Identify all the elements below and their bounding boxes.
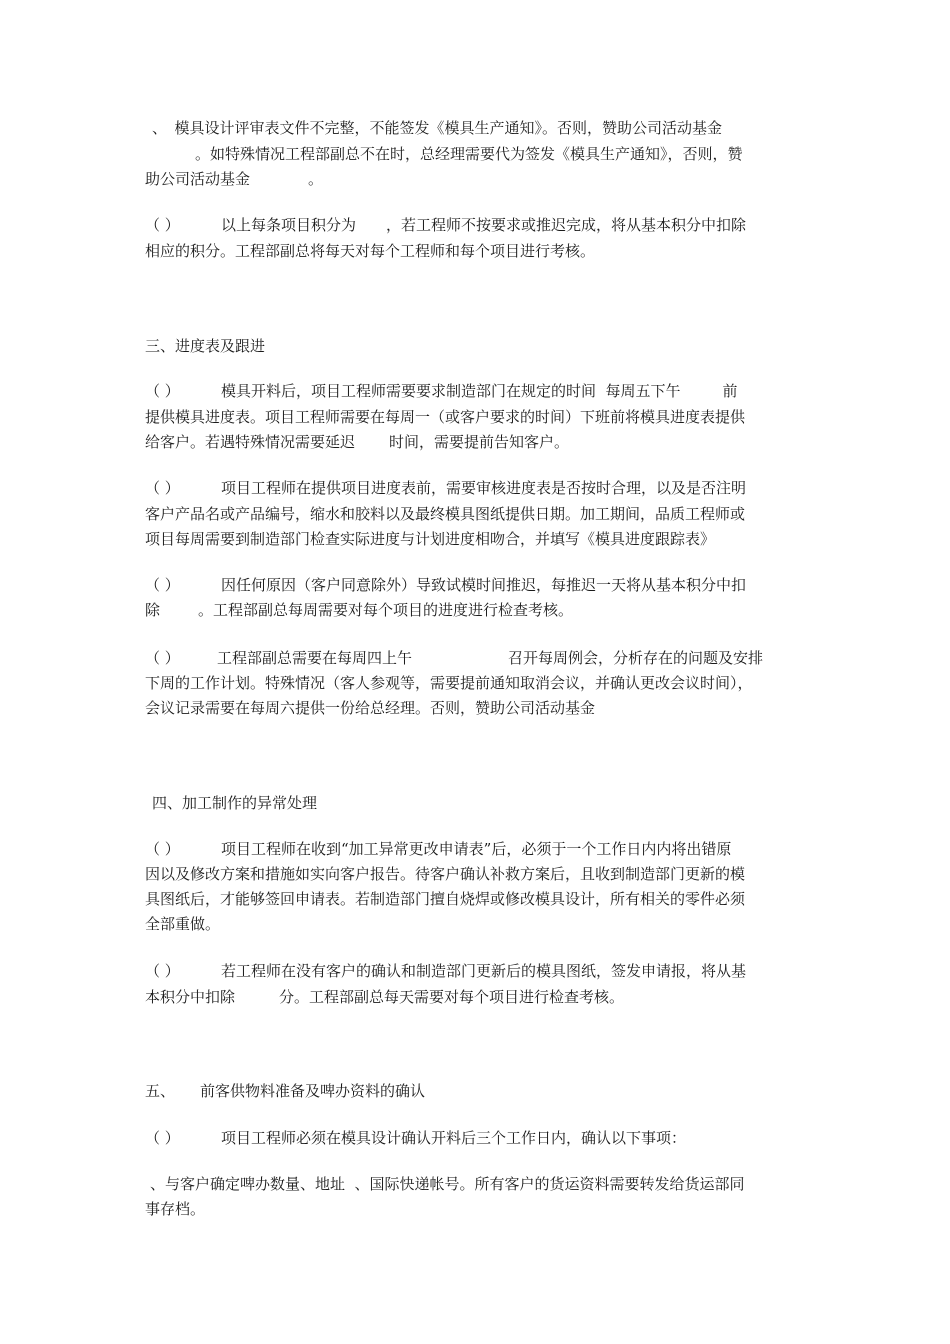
s3p3-line2: 除 。工程部副总每周需要对每个项目的进度进行检查考核。	[145, 601, 574, 619]
s4p2-line1: （ ） 若工程师在没有客户的确认和制造部门更新后的模具图纸，签发申请报，将从基	[145, 962, 747, 980]
s3p2-line3: 项目每周需要到制造部门检查实际进度与计划进度相吻合，并填写《模具进度跟踪表》	[145, 530, 716, 548]
s3p1-line1: （ ） 模具开料后，项目工程师需要要求制造部门在规定的时间 每周五下午 前	[145, 382, 738, 400]
s3p3-line1: （ ） 因任何原因（客户同意除外）导致试模时间推迟，每推迟一天将从基本积分中扣	[145, 576, 747, 594]
para1-line2: 。如特殊情况工程部副总不在时，总经理需要代为签发《模具生产通知》，否则，赞	[195, 145, 743, 163]
s3p4-line1: （ ） 工程部副总需要在每周四上午 召开每周例会，分析存在的问题及安排	[145, 649, 764, 667]
s5p2-line2: 事存档。	[145, 1200, 206, 1218]
s4p1-line1: （ ） 项目工程师在收到“加工异常更改申请表”后，必须于一个工作日内内将出错原	[145, 840, 732, 858]
section4-heading: 四、加工制作的异常处理	[152, 794, 318, 812]
s3p1-line2: 提供模具进度表。项目工程师需要在每周一（或客户要求的时间）下班前将模具进度表提供	[145, 408, 746, 426]
s5p2-line1: 、与客户确定啤办数量、地址 、国际快递帐号。所有客户的货运资料需要转发给货运部同	[150, 1175, 745, 1193]
para1-line1: 、 模具设计评审表文件不完整，不能签发《模具生产通知》。否则，赞助公司活动基金	[152, 119, 723, 137]
s5p1-line1: （ ） 项目工程师必须在模具设计确认开料后三个工作日内，确认以下事项：	[145, 1129, 687, 1147]
s3p4-line3: 会议记录需要在每周六提供一份给总经理。否则，赞助公司活动基金	[145, 699, 596, 717]
para2-line2: 相应的积分。工程部副总将每天对每个工程师和每个项目进行考核。	[145, 242, 596, 260]
s4p2-line2: 本积分中扣除 分。工程部副总每天需要对每个项目进行检查考核。	[145, 988, 625, 1006]
s4p1-line4: 全部重做。	[145, 915, 221, 933]
section5-heading: 五、 前客供物料准备及啤办资料的确认	[145, 1082, 426, 1100]
s3p1-line3: 给客户。若遇特殊情况需要延迟 时间，需要提前告知客户。	[145, 433, 570, 451]
s4p1-line3: 具图纸后，才能够签回申请表。若制造部门擅自烧焊或修改模具设计，所有相关的零件必须	[145, 890, 746, 908]
s3p4-line2: 下周的工作计划。特殊情况（客人参观等，需要提前通知取消会议，并确认更改会议时间），	[145, 674, 753, 692]
section3-heading: 三、进度表及跟进	[145, 337, 266, 355]
s3p2-line2: 客户产品名或产品编号，缩水和胶料以及最终模具图纸提供日期。加工期间，品质工程师或	[145, 505, 746, 523]
para1-line3: 助公司活动基金 。	[145, 170, 324, 188]
s4p1-line2: 因以及修改方案和措施如实向客户报告。待客户确认补救方案后，且收到制造部门更新的模	[145, 865, 746, 883]
para2-line1: （ ） 以上每条项目积分为 ，若工程师不按要求或推迟完成，将从基本积分中扣除	[145, 216, 747, 234]
s3p2-line1: （ ） 项目工程师在提供项目进度表前，需要审核进度表是否按时合理，以及是否注明	[145, 479, 747, 497]
